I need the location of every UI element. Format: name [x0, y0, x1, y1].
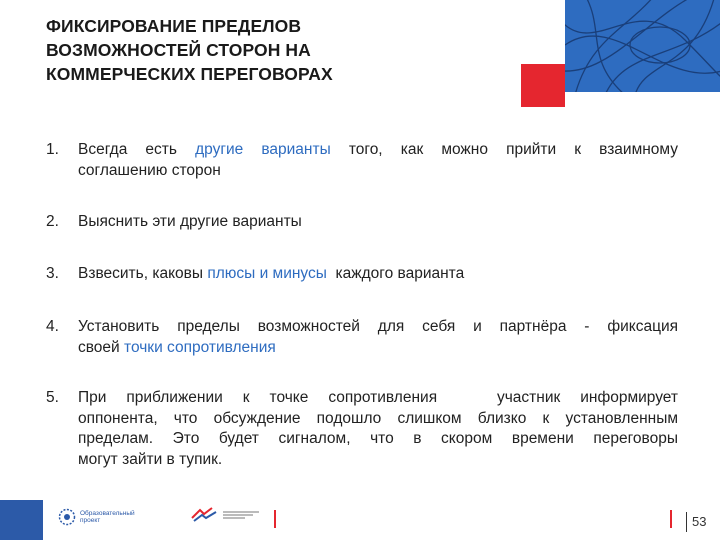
item-number: 1. [46, 141, 59, 158]
globe-icon [58, 508, 76, 526]
item-line: Установить пределы возможностей для себя и партнёра - фиксация [78, 318, 678, 335]
partner-logo [190, 506, 263, 524]
item-text [78, 317, 678, 358]
item-line: соглашению сторон [78, 161, 221, 179]
text-span: Взвесить, каковы [78, 265, 208, 282]
decorative-blue-pattern [565, 0, 720, 92]
item-number: 4. [46, 318, 59, 335]
item-line: Выяснить эти другие варианты [78, 213, 302, 230]
decorative-lines-icon [565, 0, 720, 92]
page-number: 53 [692, 514, 707, 529]
slide-title [46, 14, 466, 86]
education-project-logo [58, 508, 135, 526]
partner-emblem-icon [190, 506, 220, 524]
item-number: 5. [46, 389, 59, 406]
item-number: 2. [46, 213, 59, 230]
red-divider [274, 510, 276, 528]
item-number: 3. [46, 265, 59, 282]
item-line: При приближении к точке сопротивления участник информирует [78, 389, 678, 406]
item-line [78, 264, 678, 285]
text-span: своей [78, 338, 125, 356]
item-text [78, 140, 678, 181]
item-text [78, 388, 678, 470]
item-line: пределам. Это будет сигналом, что в скором времени переговоры [78, 430, 678, 447]
item-text [78, 264, 678, 285]
item-line: могут зайти в тупик. [78, 450, 223, 468]
logo-text [223, 510, 263, 520]
red-divider [670, 510, 672, 528]
highlight-text: точки сопротивления [124, 338, 276, 356]
decorative-red-square [521, 64, 565, 107]
item-line: оппонента, что обсуждение подошло слишком близко к установленным [78, 409, 678, 427]
title-line: ВОЗМОЖНОСТЕЙ СТОРОН НА [46, 40, 311, 60]
page-number-separator [686, 512, 687, 532]
text-span: каждого варианта [326, 265, 465, 282]
footer-blue-bar [0, 500, 43, 540]
title-line: ФИКСИРОВАНИЕ ПРЕДЕЛОВ [46, 16, 302, 36]
text-span: того, как можно прийти к взаимному [330, 141, 679, 158]
logo-text: Образовательный проект [80, 509, 135, 524]
text-span: Всегда есть [78, 141, 196, 158]
item-text [78, 212, 678, 233]
item-line [78, 140, 678, 161]
item-line [78, 338, 678, 359]
title-line: КОММЕРЧЕСКИХ ПЕРЕГОВОРАХ [46, 64, 333, 84]
highlight-text: другие варианты [195, 141, 331, 158]
highlight-text: плюсы и минусы [207, 265, 327, 282]
